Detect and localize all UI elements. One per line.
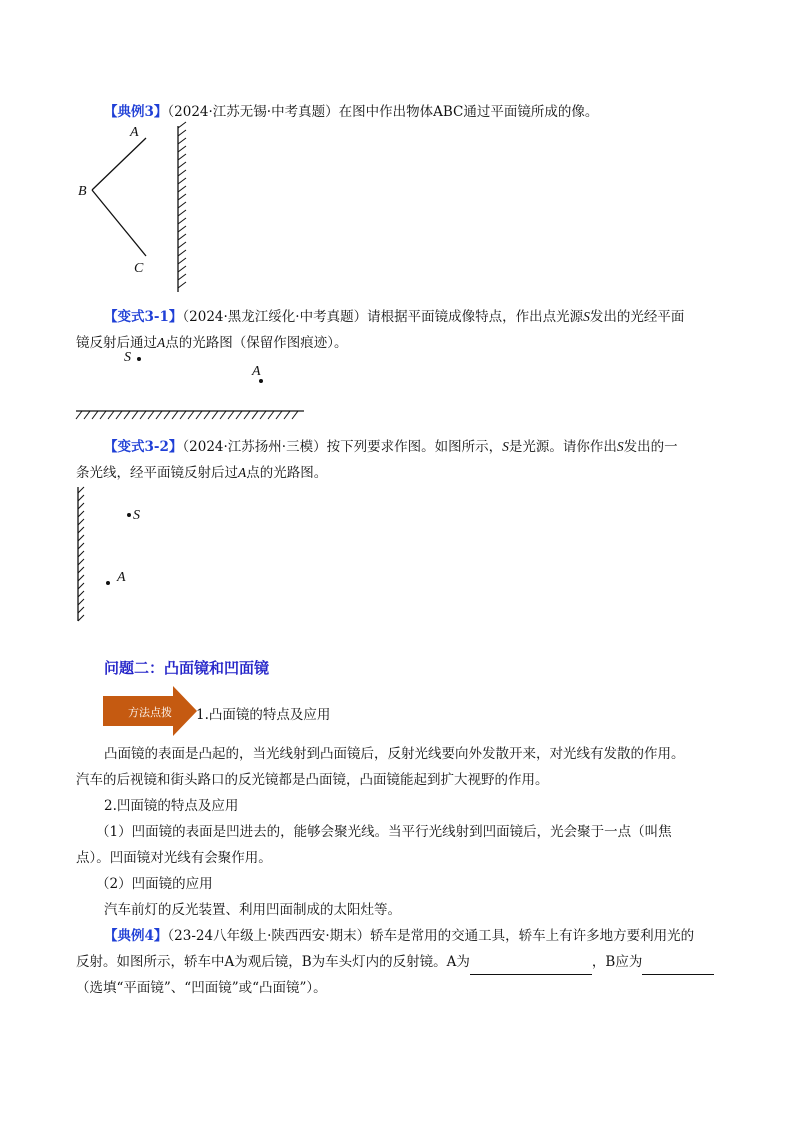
example-3-text: （2024·江苏无锡·中考真题）在图中作出物体ABC通过平面镜所成的像。 [167,104,599,120]
mirror-hatching [78,487,84,621]
method-tag-label: 方法点拨 [128,706,172,719]
variant-3-1-s: S [583,309,590,324]
example-3-tag: 【典例3】 [104,104,168,120]
point-a2-dot [106,581,110,585]
example-4-line-2: 反射。如图所示，轿车中A为观后镜，B为车头灯内的反射镜。A为 ，B应为 [76,949,714,975]
figure-vertical-mirror-2 [70,485,100,625]
segment-bc [92,190,146,256]
variant-3-1-line-1 [104,305,684,325]
example-3-line [104,100,598,120]
point-s-dot [137,357,141,361]
example-4-line-1: 【典例4】（23-24八年级上·陕西西安·期末）轿车是常用的交通工具，轿车上有许多地方要利用光的 [104,928,695,944]
label-c: C [134,261,144,276]
variant-3-2-tag: 【变式3-2】 [104,439,183,455]
point-s2-label: S [133,508,140,523]
example-4-line-3: （选填“平面镜”、“凹面镜”或“凸面镜”）。 [76,980,327,996]
label-a: A [130,125,139,140]
segment-ab [92,138,146,190]
point-s-label: S [124,350,131,365]
answer-blank-a[interactable] [470,960,592,975]
point-a2-label: A [117,570,126,585]
variant-3-1-text-a: （2024·黑龙江绥化·中考真题）请根据平面镜成像特点，作出点光源 [182,309,584,325]
point-a-dot [259,379,263,383]
p2-line-1: （1）凹面镜的表面是凹进去的，能够会聚光线。当平行光线射到凹面镜后，光会聚于一点（叫焦 [96,824,672,840]
variant-3-2-line-2: 条光线，经平面镜反射后过A点的光路图。 [76,465,328,481]
p1-heading: 1.凸面镜的特点及应用 [196,707,331,723]
p2-line-3: （2）凹面镜的应用 [96,876,213,892]
p2-line-4: 汽车前灯的反光装置、利用凹面制成的太阳灶等。 [104,902,401,918]
point-a-label: A [252,364,261,379]
point-s2-dot [127,513,131,517]
mirror-hatching [76,411,298,419]
variant-3-1-line-2: 镜反射后通过A点的光路图（保留作图痕迹）。 [76,335,348,351]
p1-line-1: 凸面镜的表面是凸起的，当光线射到凸面镜后，反射光线要向外发散开来，对光线有发散的作用。 [104,746,685,762]
variant-3-1-text-b: 发出的光经平面 [589,309,685,325]
variant-3-1-tag: 【变式3-1】 [104,309,183,325]
mirror-hatching [178,122,186,288]
section-2-title: 问题二：凸面镜和凹面镜 [104,659,270,677]
answer-blank-b[interactable] [642,960,714,975]
example-4-tag: 【典例4】 [104,928,168,944]
variant-3-2-line-1: 【变式3-2】（2024·江苏扬州·三模）按下列要求作图。如图所示，S是光源。请你作出S发出的一 [104,439,678,455]
p2-heading: 2.凹面镜的特点及应用 [104,798,239,814]
figure-horizontal-mirror [68,408,308,424]
p1-line-2: 汽车的后视镜和街头路口的反光镜都是凸面镜，凸面镜能起到扩大视野的作用。 [76,772,549,788]
p2-line-2: 点）。凹面镜对光线有会聚作用。 [76,850,272,866]
label-b: B [78,184,87,199]
